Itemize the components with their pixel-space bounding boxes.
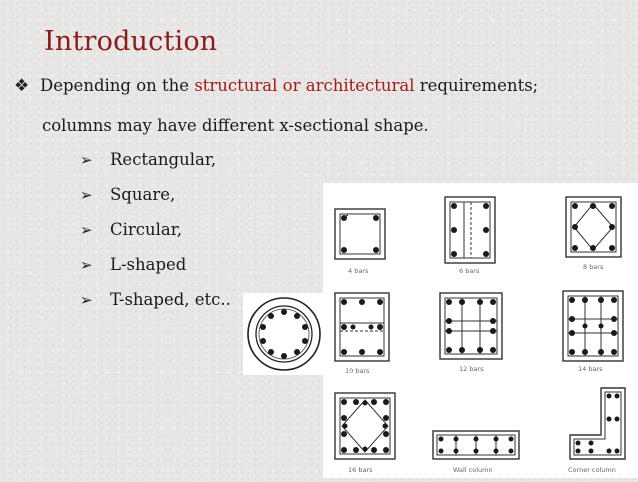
arrow-bullet-icon: ➢ — [80, 256, 93, 274]
intro-after-text: requirements; — [419, 76, 539, 95]
list-item — [80, 150, 231, 185]
circular-column-diagram — [243, 293, 325, 375]
caption-12-bars: 12 bars — [459, 365, 484, 373]
list-item — [80, 255, 231, 290]
list-item — [80, 220, 231, 255]
caption-4-bars: 4 bars — [348, 267, 369, 275]
caption-10-bars: 10 bars — [345, 367, 370, 375]
arrow-bullet-icon: ➢ — [80, 186, 93, 204]
circular-column-figure — [243, 293, 325, 375]
arrow-bullet-icon: ➢ — [80, 151, 93, 169]
caption-16-bars: 16 bars — [348, 466, 373, 474]
list-item-label: Square, — [110, 185, 176, 204]
diamond-bullet-icon: ❖ — [14, 76, 30, 96]
caption-corner-column: Corner column — [568, 466, 616, 474]
caption-6-bars: 6 bars — [459, 267, 480, 275]
list-item — [80, 290, 231, 325]
intro-line-2: columns may have different x-sectional shape. — [42, 116, 429, 135]
arrow-bullet-icon: ➢ — [80, 221, 93, 239]
column-sections-diagram — [323, 183, 638, 478]
list-item-label: T-shaped, etc.. — [110, 290, 231, 309]
caption-8-bars: 8 bars — [583, 263, 604, 271]
corner-column-section — [570, 388, 625, 459]
list-item-label: Rectangular, — [110, 150, 217, 169]
slide-title: Introduction — [44, 26, 218, 57]
caption-wall-column: Wall column — [453, 466, 493, 474]
wall-column-section — [433, 431, 519, 459]
shape-list — [80, 150, 231, 325]
arrow-bullet-icon: ➢ — [80, 291, 93, 309]
intro-highlight-text: structural or architectural — [194, 76, 415, 95]
list-item-label: Circular, — [110, 220, 183, 239]
column-sections-figure — [323, 183, 638, 478]
list-item-label: L-shaped — [110, 255, 187, 274]
intro-line-1 — [14, 76, 538, 96]
list-item — [80, 185, 231, 220]
caption-14-bars: 14 bars — [578, 365, 603, 373]
intro-before-text: Depending on the — [40, 76, 190, 95]
